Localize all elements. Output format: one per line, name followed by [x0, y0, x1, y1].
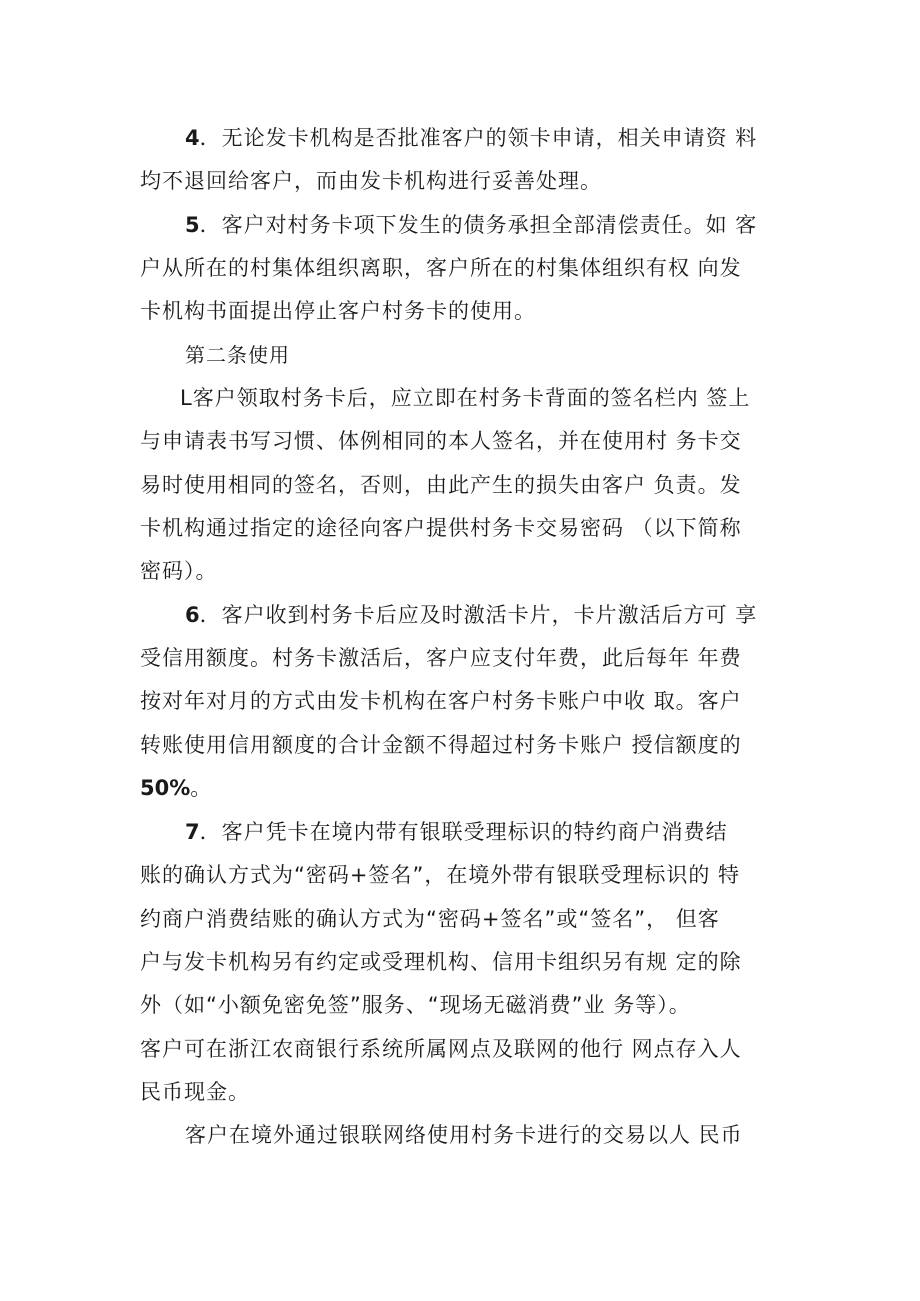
line-text: ．客户凭卡在境内带有银联受理标识的特约商户消费结 — [199, 820, 728, 844]
paragraph-line — [140, 298, 536, 324]
paragraph-line — [185, 212, 757, 238]
line-text: L客户领取村务卡后，应立即在村务卡背面的签名栏内 签上 — [180, 386, 751, 410]
paragraph-line — [140, 558, 218, 584]
paragraph-line — [140, 992, 691, 1018]
line-text: 外（如“小额免密免签”服务、“现场无磁消费”业 务等）。 — [140, 993, 691, 1017]
line-text: 户从所在的村集体组织离职，客户所在的村集体组织有权 向发 — [140, 256, 742, 280]
paragraph-line — [185, 125, 757, 151]
paragraph-line — [140, 255, 742, 281]
section-title: 第二条使用 — [185, 343, 290, 367]
line-text: 民币现金。 — [140, 1080, 250, 1104]
line-text: 卡机构书面提出停止客户村务卡的使用。 — [140, 299, 536, 323]
paragraph-line — [140, 645, 742, 671]
line-text: 卡机构通过指定的途径向客户提供村务卡交易密码 （以下简称 — [140, 516, 742, 540]
line-text: 客户在境外通过银联网络使用村务卡进行的交易以人 民币 — [185, 1123, 743, 1147]
paragraph-line — [140, 515, 742, 541]
paragraph-line — [140, 1036, 742, 1062]
line-text: 易时使用相同的签名，否则，由此产生的损失由客户 负责。发 — [140, 473, 742, 497]
paragraph-line — [140, 775, 212, 801]
paragraph-line — [140, 862, 740, 888]
section-heading — [185, 342, 290, 368]
line-text: 密码）。 — [140, 559, 218, 583]
paragraph-line — [140, 1079, 250, 1105]
paragraph-line — [185, 819, 728, 845]
paragraph-line — [140, 949, 742, 975]
line-text: 户与发卡机构另有约定或受理机构、信用卡组织另有规 定的除 — [140, 950, 742, 974]
line-text: ．客户对村务卡项下发生的债务承担全部清偿责任。如 客 — [199, 213, 758, 237]
line-text: 约商户消费结账的确认方式为“密码+签名”或“签名”， 但客 — [140, 907, 720, 931]
line-text: ．无论发卡机构是否批准客户的领卡申请，相关申请资 料 — [199, 126, 758, 150]
paragraph-line — [140, 906, 720, 932]
paragraph-line — [185, 602, 757, 628]
list-number: 7 — [185, 820, 200, 844]
paragraph-line — [140, 428, 742, 454]
line-text: 受信用额度。村务卡激活后，客户应支付年费，此后每年 年费 — [140, 646, 742, 670]
list-number: 5 — [185, 213, 200, 237]
list-number: 4 — [185, 126, 200, 150]
paragraph-line — [185, 1122, 743, 1148]
line-text: 转账使用信用额度的合计金额不得超过村务卡账户 授信额度的 — [140, 733, 742, 757]
line-text: 客户可在浙江农商银行系统所属网点及联网的他行 网点存入人 — [140, 1037, 742, 1061]
line-text: 与申请表书写习惯、体例相同的本人签名，并在使用村 务卡交 — [140, 429, 742, 453]
paragraph-line — [140, 688, 742, 714]
paragraph-line — [140, 732, 742, 758]
paragraph-line — [180, 385, 750, 411]
list-number: 6 — [185, 603, 200, 627]
line-text: 账的确认方式为“密码+签名”，在境外带有银联受理标识的 特 — [140, 863, 741, 887]
percentage-value: 50% — [140, 776, 191, 800]
line-text: 。 — [190, 776, 213, 800]
line-text: ．客户收到村务卡后应及时激活卡片，卡片激活后方可 享 — [199, 603, 758, 627]
paragraph-line — [140, 168, 602, 194]
line-text: 均不退回给客户，而由发卡机构进行妥善处理。 — [140, 169, 602, 193]
line-text: 按对年对月的方式由发卡机构在客户村务卡账户中收 取。客户 — [140, 689, 742, 713]
paragraph-line — [140, 472, 742, 498]
